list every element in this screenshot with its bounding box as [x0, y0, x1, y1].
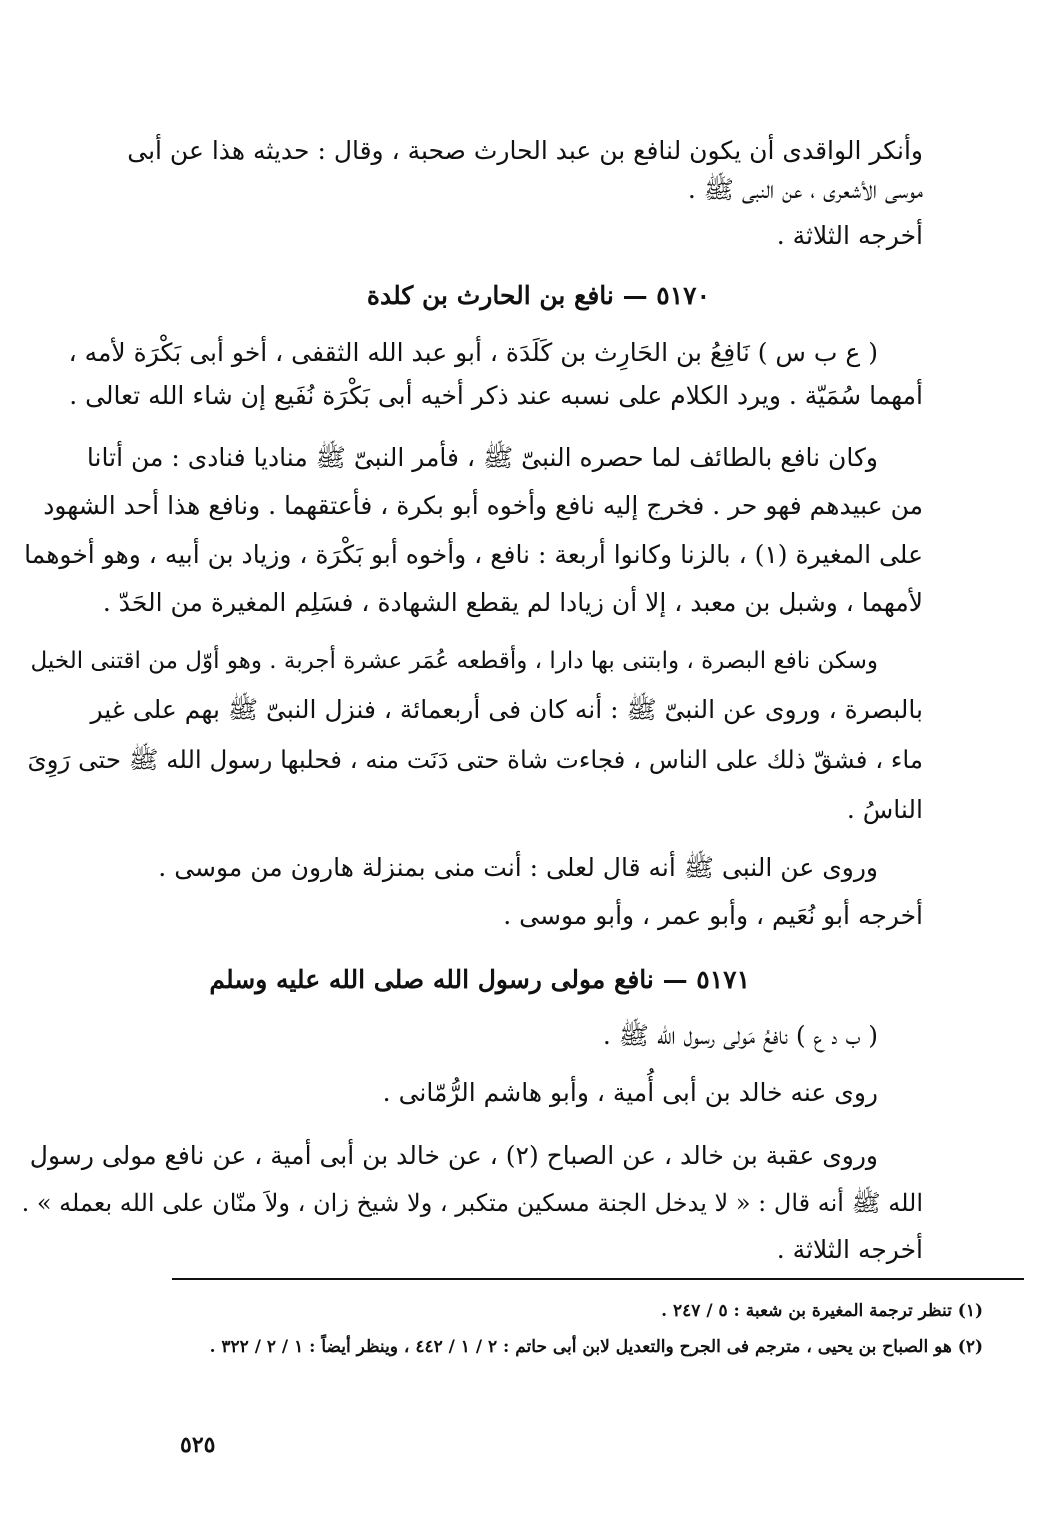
text-line: ( ب د ع ) نافعُ مَولى رسول الله ﷺ .	[602, 1021, 878, 1050]
text-line: وأنكر الواقدى أن يكون لنافع بن عبد الحارث صحبة ، وقال : حديثه هذا عن أبى	[127, 136, 923, 165]
text-line: وكان نافع بالطائف لما حصره النبىّ ﷺ ، فأمر النبىّ ﷺ مناديا فنادى : من أتانا	[86, 443, 878, 472]
text-line: وروى عقبة بن خالد ، عن الصباح (٢) ، عن خالد بن أبى أمية ، عن نافع مولى رسول	[29, 1141, 878, 1170]
text-line: لأمهما ، وشبل بن معبد ، إلا أن زيادا لم يقطع الشهادة ، فسَلِم المغيرة من الحَدّ .	[102, 588, 923, 617]
text-line: أمهما سُمَيّة . ويرد الكلام على نسبه عند ذكر أخيه أبى بَكْرَة نُفَيع إن شاء الله تعالى .	[69, 381, 923, 410]
entry-heading-5170: ٥١٧٠ — نافع بن الحارث بن كلدة	[366, 281, 710, 310]
text-line: روى عنه خالد بن أبى أُمية ، وأبو هاشم الرُّمّانى .	[382, 1078, 878, 1107]
text-line: موسى الأشعرى ، عن النبى ﷺ .	[687, 175, 923, 204]
text-line: وروى عن النبى ﷺ أنه قال لعلى : أنت منى بمنزلة هارون من موسى .	[158, 853, 878, 882]
text-line: ماء ، فشقّ ذلك على الناس ، فجاءت شاة حتى دَنَت منه ، فحلبها رسول الله ﷺ حتى رَوِىَ	[27, 745, 923, 774]
entry-heading-5171: ٥١٧١ — نافع مولى رسول الله صلى الله عليه وسلم	[209, 965, 750, 994]
text-line: الله ﷺ أنه قال : « لا يدخل الجنة مسكين متكبر ، ولا شيخ زان ، ولاَ منّان على الله بعمله » .	[21, 1189, 923, 1217]
text-line: وسكن نافع البصرة ، وابتنى بها دارا ، وأقطعه عُمَر عشرة أجربة . وهو أوّل من اقتنى الخيل	[30, 648, 878, 674]
text-line: ( ع ب س ) نَافِعُ بن الحَارِث بن كَلَدَة ، أبو عبد الله الثقفى ، أخو أبى بَكْرَة لأمه ،	[68, 338, 878, 367]
text-line: على المغيرة (١) ، بالزنا وكانوا أربعة : نافع ، وأخوه أبو بَكْرَة ، وزياد بن أبيه ، وهو أخوهما	[24, 540, 923, 569]
footnote-1: (١) تنظر ترجمة المغيرة بن شعبة : ٥ / ٢٤٧ .	[661, 1301, 983, 1321]
text-line: أخرجه الثلاثة .	[776, 221, 923, 250]
text-line: بالبصرة ، وروى عن النبىّ ﷺ : أنه كان فى أربعمائة ، فنزل النبىّ ﷺ بهم على غير	[90, 695, 923, 724]
page-number: ٥٢٥	[180, 1432, 216, 1458]
footnote-2: (٢) هو الصباح بن يحيى ، مترجم فى الجرح والتعديل لابن أبى حاتم : ٢ / ١ / ٤٤٢ ، وينظر أيضاً : ١ / ٢ / ٣٢٢ .	[209, 1337, 983, 1357]
footnote-divider	[172, 1278, 1024, 1280]
text-line: من عبيدهم فهو حر . فخرج إليه نافع وأخوه أبو بكرة ، فأعتقهما . ونافع هذا أحد الشهود	[43, 491, 923, 520]
text-line: الناسُ .	[846, 795, 923, 824]
text-line: أخرجه الثلاثة .	[776, 1235, 923, 1264]
text-line: أخرجه أبو نُعَيم ، وأبو عمر ، وأبو موسى .	[503, 901, 923, 930]
